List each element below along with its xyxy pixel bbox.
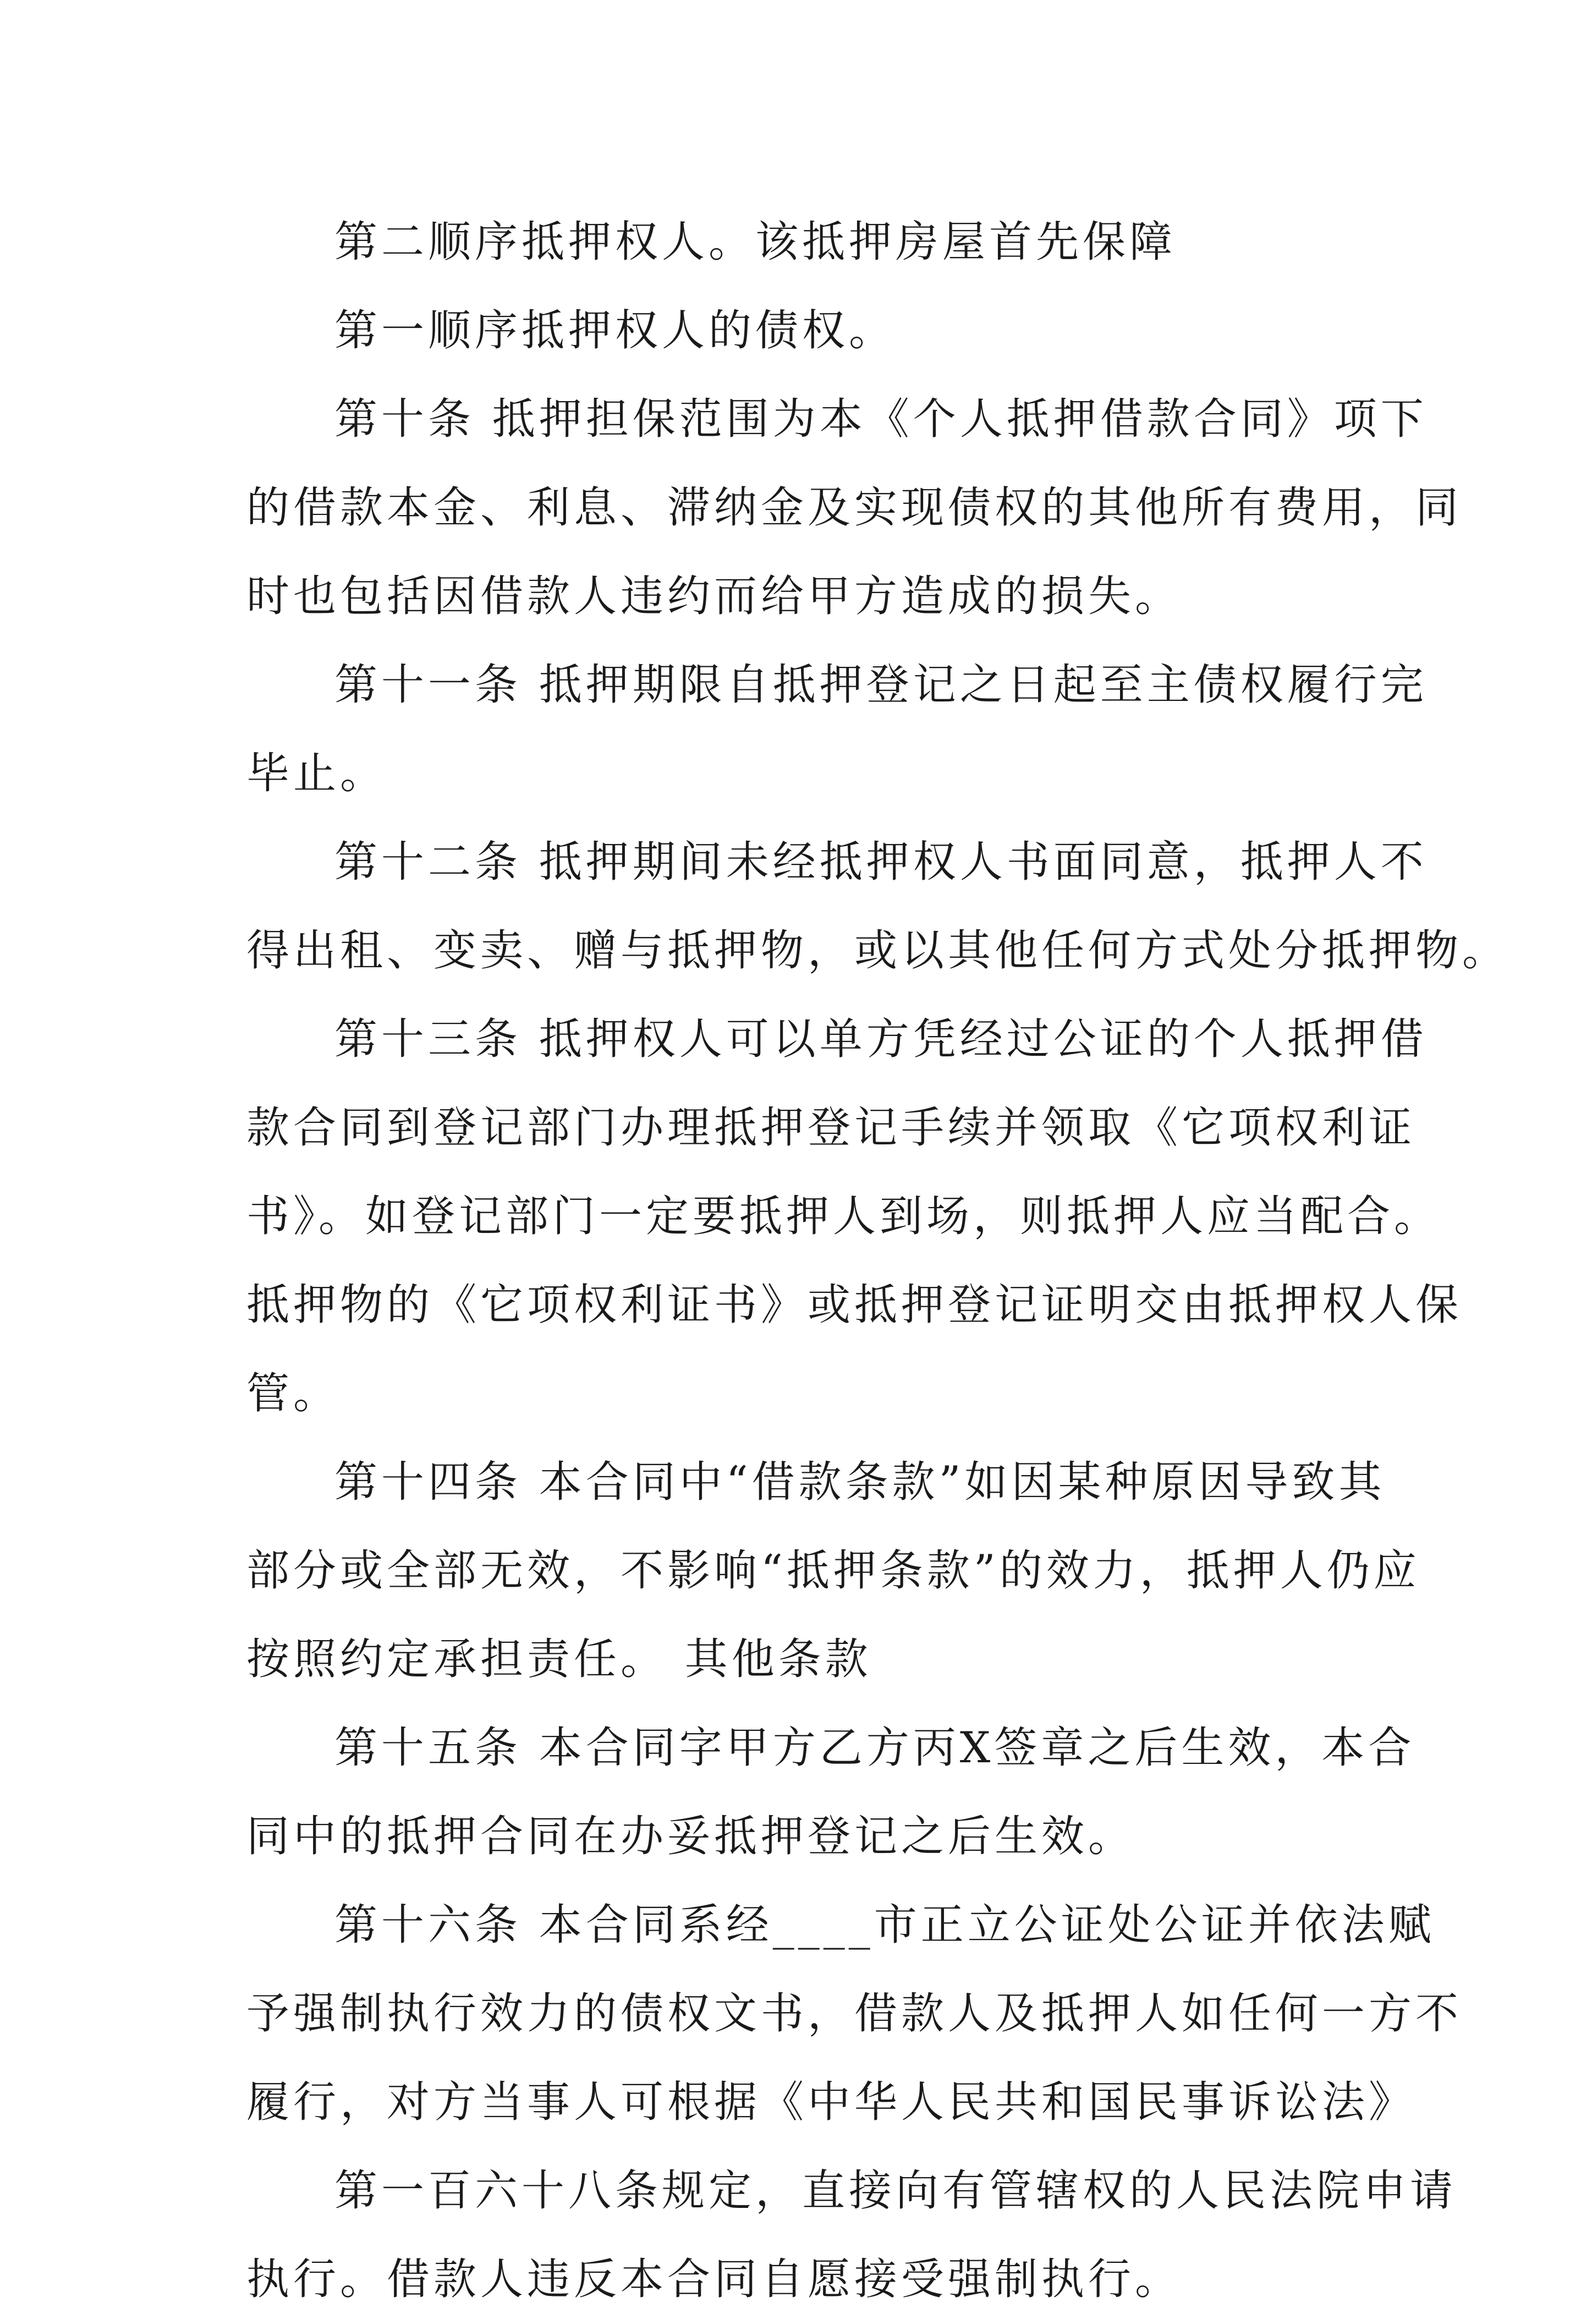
- document-line: 第十条 抵押担保范围为本《个人抵押借款合同》项下: [334, 394, 1428, 444]
- document-line: 抵押物的《它项权利证书》或抵押登记证明交由抵押权人保: [246, 1280, 1463, 1330]
- document-line: 履行，对方当事人可根据《中华人民共和国民事诉讼法》: [246, 2078, 1416, 2127]
- document-line: 执行。借款人违反本合同自愿接受强制执行。: [246, 2255, 1182, 2304]
- document-line: 第十三条 抵押权人可以单方凭经过公证的个人抵押借: [334, 1015, 1428, 1064]
- document-line: 第十五条 本合同字甲方乙方丙X签章之后生效，本合: [334, 1723, 1415, 1773]
- document-line: 第二顺序抵押权人。该抵押房屋首先保障: [334, 217, 1177, 267]
- document-line: 第一顺序抵押权人的债权。: [334, 306, 896, 355]
- document-line: 第十一条 抵押期限自抵押登记之日起至主债权履行完: [334, 660, 1428, 710]
- document-line: 第十六条 本合同系经____市正立公证处公证并依法赋: [334, 1900, 1435, 1950]
- document-line: 毕止。: [246, 749, 387, 798]
- document-line: 第十二条 抵押期间未经抵押权人书面同意，抵押人不: [334, 837, 1428, 887]
- document-line: 第一百六十八条规定，直接向有管辖权的人民法院申请: [334, 2166, 1457, 2216]
- document-line: 书》。如登记部门一定要抵押人到场，则抵押人应当配合。: [246, 1192, 1441, 1241]
- document-line: 款合同到登记部门办理抵押登记手续并领取《它项权利证: [246, 1103, 1416, 1153]
- document-line: 第十四条 本合同中“借款条款”如因某种原因导致其: [334, 1457, 1386, 1507]
- document-body: [246, 198, 1509, 2324]
- document-line: 部分或全部无效，不影响“抵押条款”的效力，抵押人仍应: [246, 1546, 1420, 1596]
- document-line: 予强制执行效力的债权文书，借款人及抵押人如任何一方不: [246, 1989, 1463, 2038]
- document-line: 得出租、变卖、赠与抵押物，或以其他任何方式处分抵押物。: [246, 926, 1509, 975]
- document-line: 的借款本金、利息、滞纳金及实现债权的其他所有费用，同: [246, 483, 1463, 533]
- document-line: 按照约定承担责任。 其他条款: [246, 1635, 872, 1684]
- document-line: 时也包括因借款人违约而给甲方造成的损失。: [246, 572, 1182, 621]
- document-line: 管。: [246, 1369, 341, 1418]
- document-line: 同中的抵押合同在办妥抵押登记之后生效。: [246, 1812, 1135, 1861]
